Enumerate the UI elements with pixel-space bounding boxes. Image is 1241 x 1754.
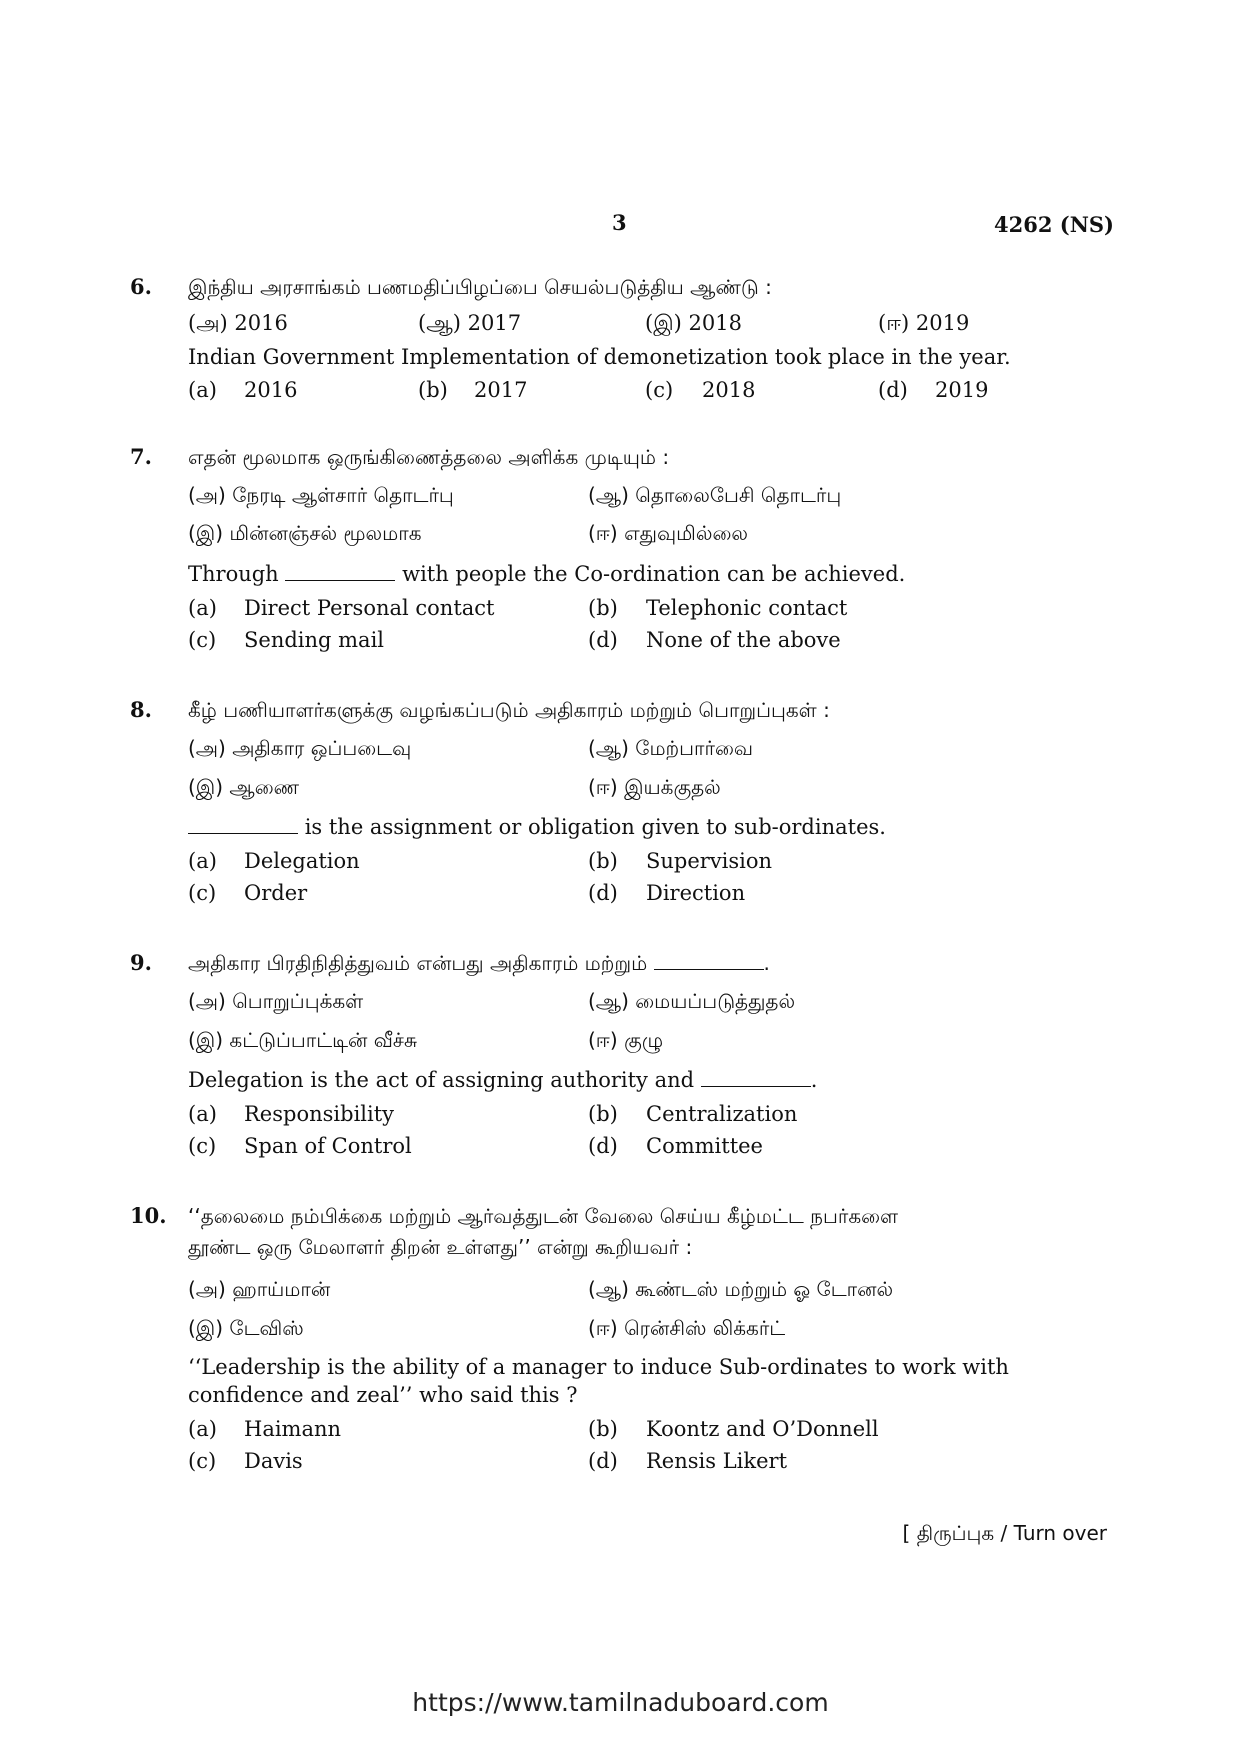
tamil-option-c: (இ) ஆணை xyxy=(188,775,300,799)
tamil-stem: கீழ் பணியாளர்களுக்கு வழங்கப்படும் அதிகாரம் மற்றும் பொறுப்புகள் : xyxy=(188,698,830,722)
english-stem-line-2: confidence and zeal’’ who said this ? xyxy=(188,1383,578,1407)
fill-in-blank xyxy=(188,815,298,834)
option-d-label: (d) xyxy=(878,378,908,402)
option-d-label: (d) xyxy=(588,881,618,905)
question-number: 7. xyxy=(130,444,152,469)
option-d-text: Direction xyxy=(646,881,746,905)
page-number: 3 xyxy=(612,210,627,235)
option-c-text: Sending mail xyxy=(244,628,385,652)
option-b-text: Telephonic contact xyxy=(646,596,848,620)
tamil-option-a: (அ) 2016 xyxy=(188,311,288,335)
option-b-text: Koontz and O’Donnell xyxy=(646,1417,879,1441)
stem-text-before-blank: அதிகார பிரதிநிதித்துவம் என்பது அதிகாரம் மற்றும் xyxy=(188,951,648,975)
option-a-text: Haimann xyxy=(244,1417,342,1441)
option-b-label: (b) xyxy=(588,596,618,620)
option-c-label: (c) xyxy=(188,628,217,652)
option-d-text: Committee xyxy=(646,1134,763,1158)
question-number: 6. xyxy=(130,274,152,299)
tamil-option-a: (அ) பொறுப்புக்கள் xyxy=(188,989,364,1013)
tamil-option-a: (அ) ஹாய்மான் xyxy=(188,1277,331,1301)
fill-in-blank xyxy=(654,951,764,970)
tamil-stem-line-2: தூண்ட ஒரு மேலாளர் திறன் உள்ளது’’ என்று கூறியவர் : xyxy=(188,1235,693,1259)
option-c-text: Span of Control xyxy=(244,1134,412,1158)
option-a-label: (a) xyxy=(188,1417,217,1441)
option-a-label: (a) xyxy=(188,849,217,873)
option-a-label: (a) xyxy=(188,378,217,402)
tamil-option-b: (ஆ) 2017 xyxy=(418,311,522,335)
stem-text-after-blank: is the assignment or obligation given to sub-ordinates. xyxy=(304,815,886,839)
option-a-text: 2016 xyxy=(244,378,298,402)
tamil-option-a: (அ) அதிகார ஒப்படைவு xyxy=(188,736,412,760)
tamil-option-d: (ஈ) இயக்குதல் xyxy=(588,775,721,799)
option-b-label: (b) xyxy=(588,1102,618,1126)
option-c-text: Davis xyxy=(244,1449,303,1473)
option-b-text: Supervision xyxy=(646,849,773,873)
tamil-option-b: (ஆ) தொலைபேசி தொடர்பு xyxy=(588,483,842,507)
tamil-option-a: (அ) நேரடி ஆள்சார் தொடர்பு xyxy=(188,483,454,507)
question-number: 8. xyxy=(130,697,152,722)
stem-period: . xyxy=(763,951,770,975)
tamil-stem: இந்திய அரசாங்கம் பணமதிப்பிழப்பை செயல்படுத்திய ஆண்டு : xyxy=(188,275,772,299)
option-d-text: 2019 xyxy=(935,378,989,402)
english-stem xyxy=(188,814,886,840)
option-d-text: None of the above xyxy=(646,628,841,652)
option-a-text: Direct Personal contact xyxy=(244,596,495,620)
english-stem-line-1: ‘‘Leadership is the ability of a manager to induce Sub-ordinates to work with xyxy=(188,1355,1009,1379)
tamil-option-d: (ஈ) 2019 xyxy=(878,311,970,335)
option-d-label: (d) xyxy=(588,1134,618,1158)
turn-over-note: [ திருப்புக / Turn over xyxy=(902,1521,1107,1545)
option-b-label: (b) xyxy=(588,1417,618,1441)
tamil-option-b: (ஆ) மேற்பார்வை xyxy=(588,736,754,760)
option-a-label: (a) xyxy=(188,596,217,620)
website-url: https://www.tamilnaduboard.com xyxy=(412,1688,829,1717)
tamil-option-d: (ஈ) குழு xyxy=(588,1028,664,1052)
stem-period: . xyxy=(810,1068,818,1092)
option-c-label: (c) xyxy=(188,1449,217,1473)
option-d-label: (d) xyxy=(588,1449,618,1473)
stem-text-after-blank: with people the Co-ordination can be achieved. xyxy=(402,562,906,586)
english-stem: Indian Government Implementation of demonetization took place in the year. xyxy=(188,345,1011,369)
english-stem xyxy=(188,1067,817,1093)
option-a-text: Delegation xyxy=(244,849,360,873)
option-b-text: 2017 xyxy=(474,378,528,402)
option-c-text: Order xyxy=(244,881,308,905)
option-a-label: (a) xyxy=(188,1102,217,1126)
option-c-label: (c) xyxy=(188,1134,217,1158)
tamil-option-c: (இ) 2018 xyxy=(645,311,742,335)
fill-in-blank xyxy=(701,1068,811,1087)
option-b-label: (b) xyxy=(418,378,448,402)
option-b-label: (b) xyxy=(588,849,618,873)
tamil-option-c: (இ) டேவிஸ் xyxy=(188,1316,304,1340)
tamil-stem-line-1: ‘‘தலைமை நம்பிக்கை மற்றும் ஆர்வத்துடன் வேலை செய்ய கீழ்மட்ட நபர்களை xyxy=(188,1204,899,1228)
tamil-stem: எதன் மூலமாக ஒருங்கிணைத்தலை அளிக்க முடியும் : xyxy=(188,445,670,469)
option-b-text: Centralization xyxy=(646,1102,798,1126)
question-number: 9. xyxy=(130,950,152,975)
tamil-option-d: (ஈ) ரென்சிஸ் லிக்கர்ட் xyxy=(588,1316,786,1340)
stem-text-before-blank: Through xyxy=(188,562,279,586)
question-number: 10. xyxy=(130,1203,167,1228)
tamil-option-b: (ஆ) மையப்படுத்துதல் xyxy=(588,989,796,1013)
tamil-option-d: (ஈ) எதுவுமில்லை xyxy=(588,521,748,545)
option-a-text: Responsibility xyxy=(244,1102,395,1126)
tamil-option-b: (ஆ) கூண்டஸ் மற்றும் ஓ டோனல் xyxy=(588,1277,894,1301)
option-c-label: (c) xyxy=(645,378,674,402)
stem-text-before-blank: Delegation is the act of assigning authority and xyxy=(188,1068,695,1092)
paper-code: 4262 (NS) xyxy=(994,212,1114,237)
fill-in-blank xyxy=(285,562,395,581)
tamil-option-c: (இ) மின்னஞ்சல் மூலமாக xyxy=(188,521,422,545)
option-c-text: 2018 xyxy=(702,378,756,402)
option-d-label: (d) xyxy=(588,628,618,652)
option-c-label: (c) xyxy=(188,881,217,905)
tamil-option-c: (இ) கட்டுப்பாட்டின் வீச்சு xyxy=(188,1028,418,1052)
tamil-stem xyxy=(188,950,770,976)
english-stem xyxy=(188,561,905,587)
option-d-text: Rensis Likert xyxy=(646,1449,788,1473)
